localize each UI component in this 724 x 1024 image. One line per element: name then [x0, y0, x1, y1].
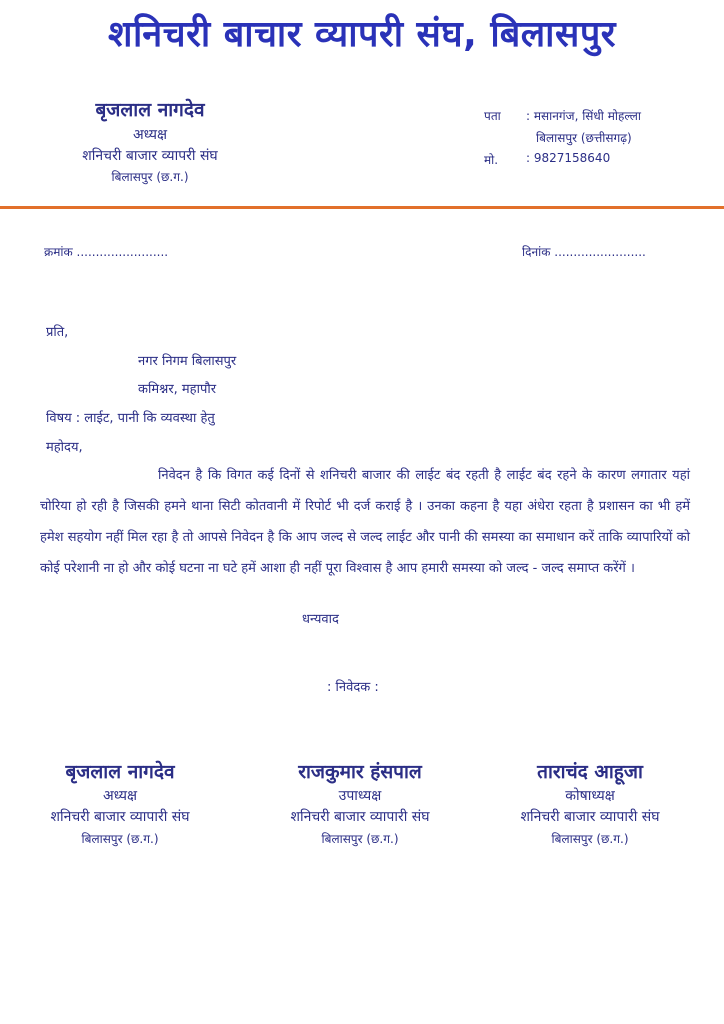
- signatory-org: शनिचरी बाजार व्यापारी संघ: [50, 809, 190, 825]
- applicant-label: : निवेदक :: [327, 680, 379, 695]
- address-line-1: : मसानगंज, सिंधी मोहल्ला: [526, 109, 642, 123]
- president-block: [40, 96, 260, 185]
- date-field: दिनांक ........................: [522, 245, 646, 259]
- signatory-title: उपाध्यक्ष: [338, 788, 382, 804]
- thanks-line: धन्यवाद: [302, 612, 339, 627]
- signatory-city: बिलासपुर (छ.ग.): [81, 832, 159, 846]
- header-divider: [0, 206, 724, 209]
- reference-number-field: क्रमांक ........................: [44, 245, 169, 259]
- recipient-line-2: कमिश्नर, महापौर: [138, 382, 217, 397]
- signatory-title: अध्यक्ष: [102, 788, 138, 804]
- signatory-name: ताराचंद आहूजा: [537, 761, 643, 783]
- president-org: शनिचरी बाजार व्यापरी संघ: [82, 148, 218, 164]
- signatory-vice-president: [240, 758, 480, 847]
- addressee-prefix: प्रति,: [46, 325, 69, 340]
- subject-line: विषय : लाईट, पानी कि व्यवस्था हेतु: [46, 411, 215, 426]
- president-city: बिलासपुर (छ.ग.): [111, 170, 189, 184]
- signatory-name: राजकुमार हंसपाल: [298, 761, 422, 783]
- signatory-president: [0, 758, 240, 847]
- letterhead-title: शनिचरी बाचार व्यापरी संघ, बिलासपुर: [107, 14, 617, 55]
- phone-number: : 9827158640: [526, 151, 611, 165]
- signatory-treasurer: [470, 758, 710, 847]
- signatory-org: शनिचरी बाजार व्यापारी संघ: [290, 809, 430, 825]
- signatory-city: बिलासपुर (छ.ग.): [551, 832, 629, 846]
- recipient-line-1: नगर निगम बिलासपुर: [138, 354, 237, 369]
- address-label: पता: [484, 109, 501, 123]
- signatory-city: बिलासपुर (छ.ग.): [321, 832, 399, 846]
- salutation: महोदय,: [46, 440, 83, 455]
- address-line-2: बिलासपुर (छत्तीसगढ़): [536, 131, 632, 145]
- president-name: बृजलाल नागदेव: [95, 99, 205, 121]
- signatory-org: शनिचरी बाजार व्यापारी संघ: [520, 809, 660, 825]
- signatory-name: बृजलाल नागदेव: [65, 761, 175, 783]
- phone-label: मो.: [484, 153, 499, 167]
- president-title: अध्यक्ष: [132, 127, 168, 143]
- signatory-title: कोषाध्यक्ष: [565, 788, 615, 804]
- letter-body: निवेदन है कि विगत कई दिनों से शनिचरी बाजार की लाईट बंद रहती है लाईट बंद रहने के कारण लगातार यहां चोरिया हो रही है जिसकी हमने थाना सिटी कोतवानी में रिपोर्ट भी दर्ज कराई है । उनका कहना है यहा अंधेरा रहता है प्रशासन का भी हमें हमेश सहयोग नहीं मिल रहा है तो आपसे निवेदन है कि आप जल्द से जल्द लाईट और पानी की समस्या का समाधान करें ताकि व्यापारियों को कोई परेशानी ना हो और कोई घटना ना घटे हमें आशा ही नहीं पूरा विश्वास है आप हमारी समस्या को जल्द - जल्द समाप्त करेंगें ।: [40, 468, 690, 576]
